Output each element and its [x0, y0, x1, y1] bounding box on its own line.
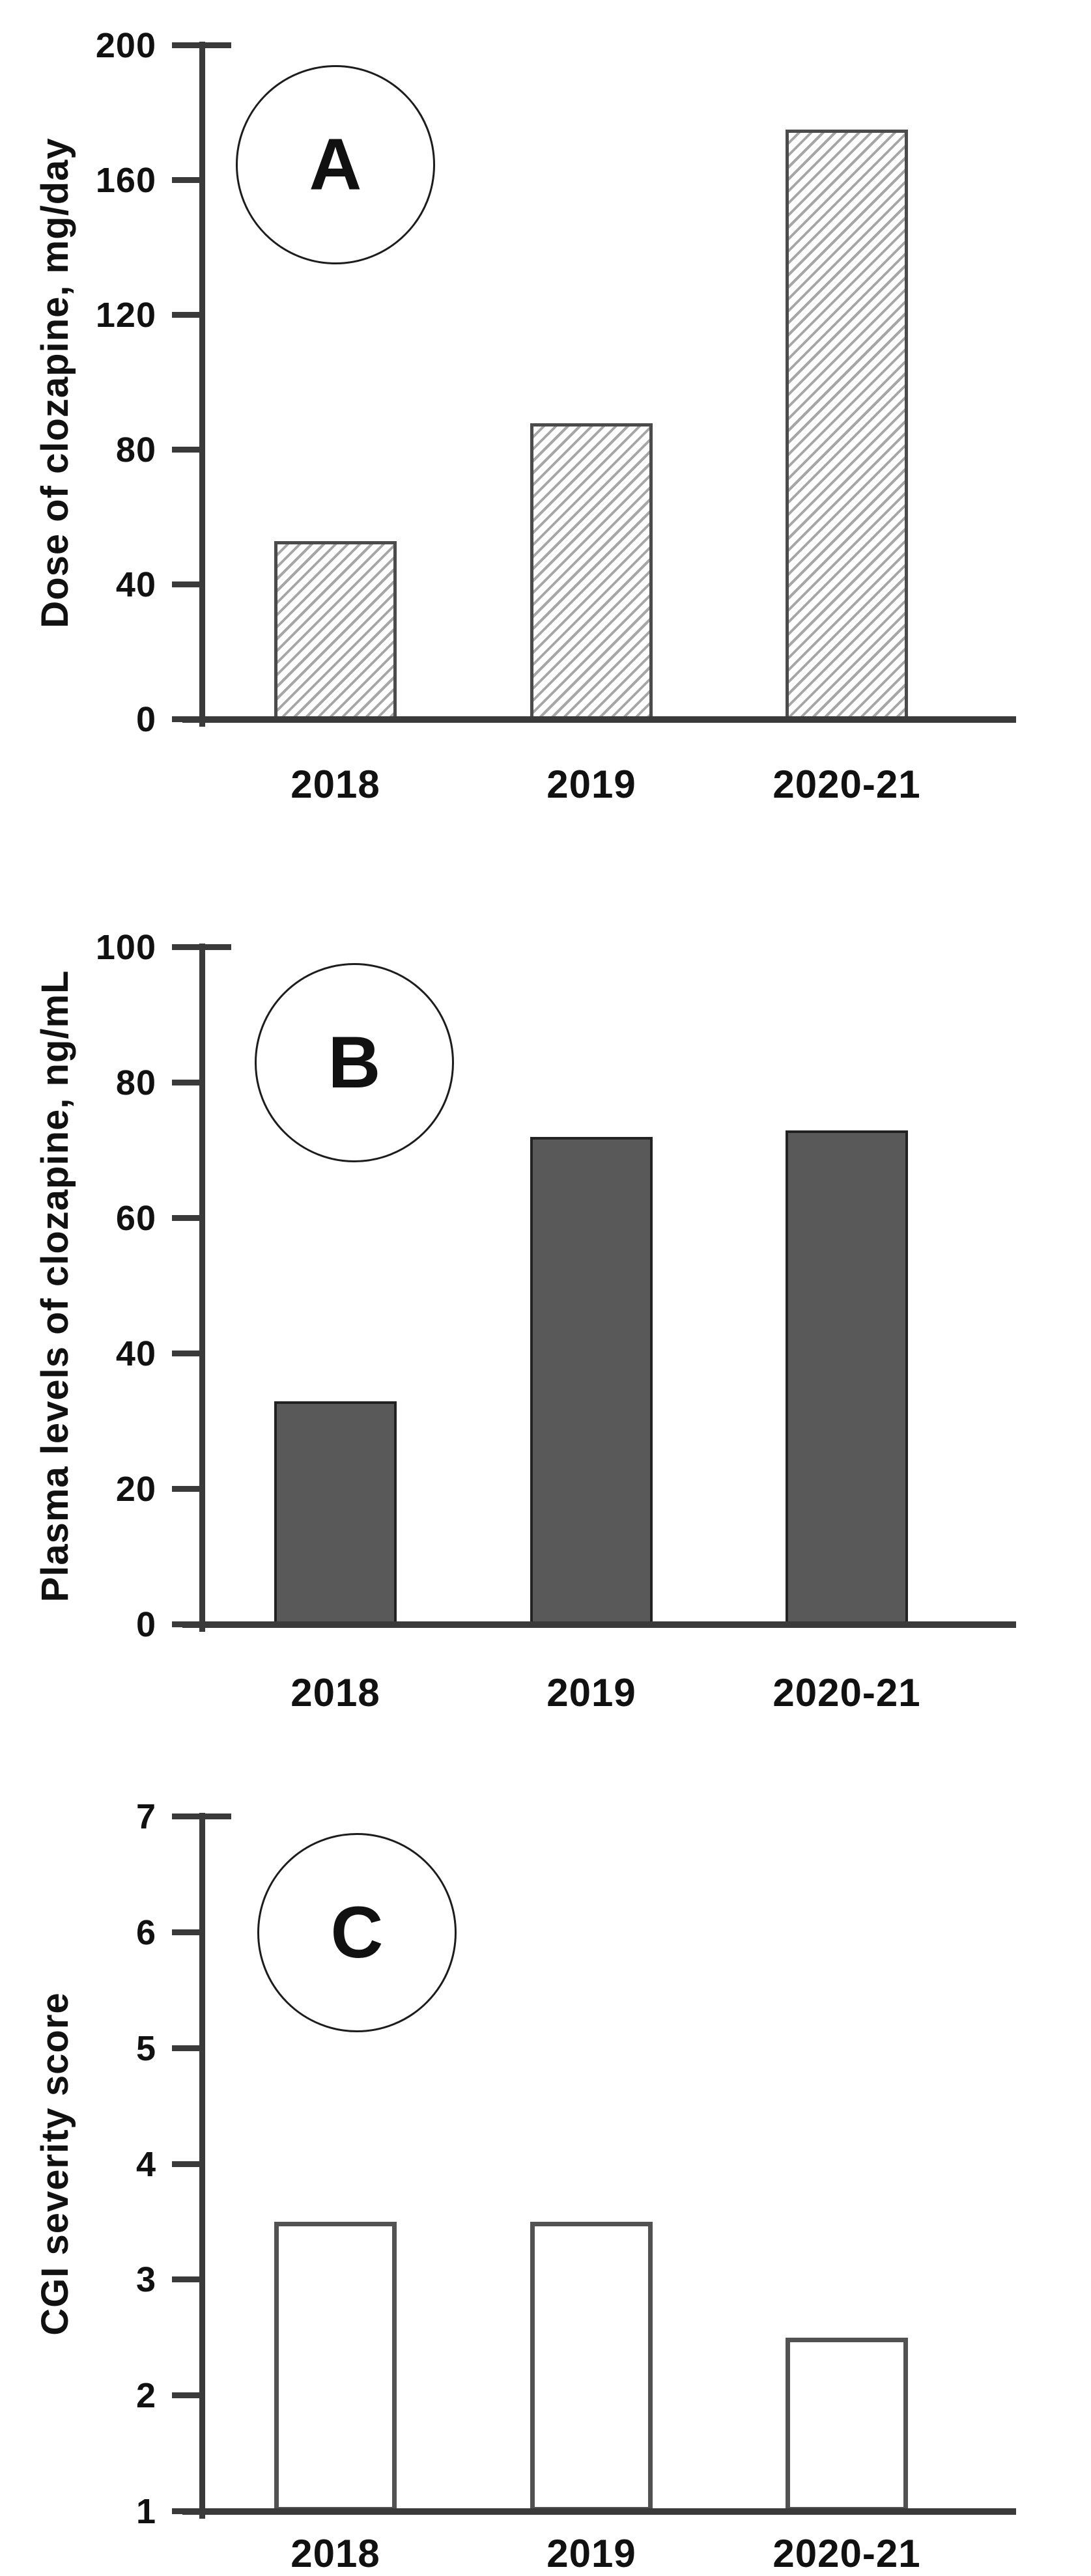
panel-c-letter: C: [330, 1892, 384, 1973]
x-axis-label: 2019: [546, 1671, 636, 1715]
y-tick-label: 40: [115, 1334, 156, 1373]
y-tick: [172, 2161, 202, 2167]
y-tick-label: 0: [135, 1605, 156, 1644]
bar-2018: [274, 1401, 397, 1625]
y-tick-label: 40: [115, 565, 156, 604]
y-tick-label: 80: [115, 430, 156, 469]
y-tick: [172, 2392, 202, 2398]
y-tick-label: 80: [115, 1063, 156, 1102]
x-axis-label: 2020-21: [772, 1671, 921, 1715]
y-tick-label: 20: [115, 1470, 156, 1509]
bar-2020-21: [786, 2338, 908, 2512]
panel-a-letter: A: [309, 124, 362, 205]
y-tick: [172, 2276, 202, 2282]
y-tick-label: 5: [135, 2028, 156, 2068]
y-tick-label: 100: [95, 928, 156, 967]
y-tick: [172, 1929, 202, 1935]
y-tick-label: 3: [135, 2260, 156, 2300]
y-tick-label: 160: [95, 161, 156, 200]
bar-2020-21: [786, 130, 908, 720]
panel-b-letter: B: [328, 1022, 381, 1103]
bar-2019: [530, 2222, 653, 2512]
x-axis-line: [182, 716, 1016, 723]
x-axis-line: [182, 1621, 1016, 1628]
y-tick: [172, 1813, 231, 1819]
y-axis-title: CGI severity score: [34, 1992, 76, 2336]
y-axis-title: Plasma levels of clozapine, ng/mL: [34, 970, 76, 1603]
bar-2020-21: [786, 1130, 908, 1625]
y-tick-label: 6: [135, 1912, 156, 1952]
y-tick-label: 200: [95, 26, 156, 65]
x-axis-label: 2019: [546, 2532, 636, 2575]
y-tick-label: 60: [115, 1199, 156, 1238]
x-axis-label: 2018: [290, 763, 380, 806]
y-tick-label: 4: [135, 2144, 156, 2184]
x-axis-label: 2020-21: [772, 763, 921, 806]
bar-2018: [274, 2222, 397, 2512]
x-axis-label: 2020-21: [772, 2532, 921, 2575]
y-tick-label: 0: [135, 700, 156, 739]
panel-b-badge-circle: [255, 963, 454, 1162]
y-tick-label: 2: [135, 2376, 156, 2416]
x-axis-label: 2019: [546, 763, 636, 806]
x-axis-line: [182, 2508, 1016, 2515]
panel-a-badge-circle: [236, 65, 435, 264]
y-tick-label: 1: [135, 2492, 156, 2531]
bar-2018: [274, 541, 397, 720]
y-tick-label: 120: [95, 296, 156, 335]
panel-c-badge-circle: [257, 1833, 457, 2032]
y-tick: [172, 2045, 202, 2051]
x-axis-label: 2018: [290, 1671, 380, 1715]
x-axis-label: 2018: [290, 2532, 380, 2575]
bar-2019: [530, 423, 653, 720]
bar-2019: [530, 1137, 653, 1625]
y-axis-title: Dose of clozapine, mg/day: [34, 137, 76, 628]
y-tick-label: 7: [135, 1797, 156, 1836]
